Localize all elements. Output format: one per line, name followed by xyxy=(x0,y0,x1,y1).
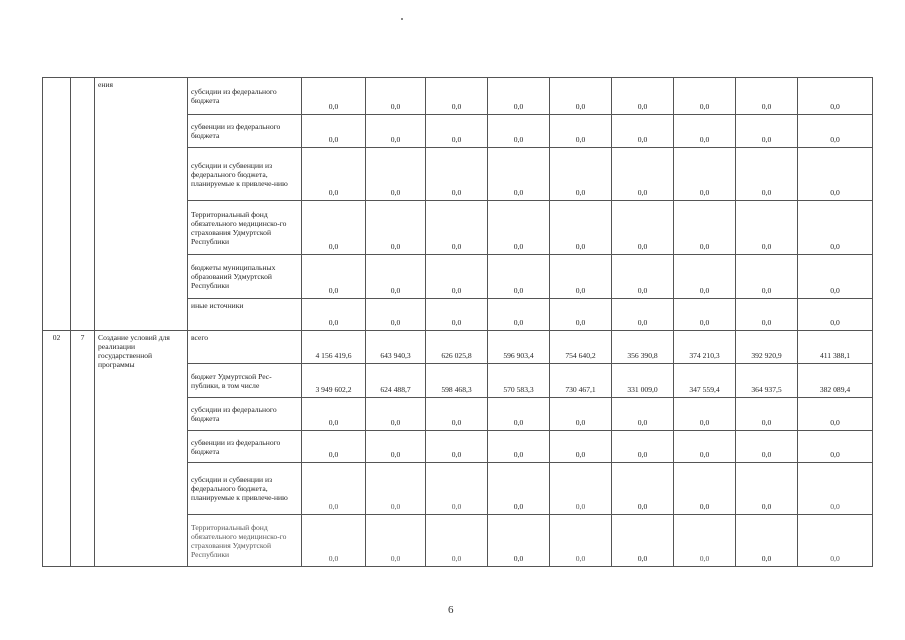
number-cell: 7 xyxy=(71,331,95,567)
value-cell: 0,0 xyxy=(798,431,873,463)
value-cell: 0,0 xyxy=(302,148,366,201)
value-cell: 0,0 xyxy=(550,299,612,331)
value-cell: 643 940,3 xyxy=(366,331,426,364)
value-cell: 0,0 xyxy=(426,398,488,431)
value-cell: 0,0 xyxy=(798,78,873,115)
value-cell: 0,0 xyxy=(302,431,366,463)
value-cell: 0,0 xyxy=(302,78,366,115)
value-cell: 4 156 419,6 xyxy=(302,331,366,364)
value-cell: 0,0 xyxy=(736,148,798,201)
funding-source: бюджет Удмуртской Рес-публики, в том числе xyxy=(188,364,302,398)
budget-table xyxy=(42,77,873,567)
funding-source: субсидии и субвенции из федерального бюджета, планируемые к привлече-нию xyxy=(188,463,302,515)
value-cell: 0,0 xyxy=(674,431,736,463)
value-cell: 570 583,3 xyxy=(488,364,550,398)
value-cell: 0,0 xyxy=(736,431,798,463)
value-cell: 3 949 602,2 xyxy=(302,364,366,398)
value-cell: 626 025,8 xyxy=(426,331,488,364)
value-cell: 0,0 xyxy=(674,463,736,515)
value-cell: 0,0 xyxy=(426,255,488,299)
value-cell: 0,0 xyxy=(674,398,736,431)
funding-source: субвенции из федерального бюджета xyxy=(188,115,302,148)
value-cell: 0,0 xyxy=(798,148,873,201)
value-cell: 0,0 xyxy=(612,115,674,148)
value-cell: 0,0 xyxy=(366,201,426,255)
value-cell: 0,0 xyxy=(426,299,488,331)
page-number: 6 xyxy=(448,604,454,616)
value-cell: 382 089,4 xyxy=(798,364,873,398)
value-cell: 0,0 xyxy=(736,398,798,431)
value-cell: 0,0 xyxy=(426,515,488,567)
value-cell: 0,0 xyxy=(302,463,366,515)
value-cell: 0,0 xyxy=(674,515,736,567)
code-cell xyxy=(43,78,71,331)
value-cell: 0,0 xyxy=(550,431,612,463)
funding-source: Территориальный фонд обязательного медицинско-го страхования Удмуртской Республики xyxy=(188,201,302,255)
value-cell: 364 937,5 xyxy=(736,364,798,398)
value-cell: 0,0 xyxy=(798,299,873,331)
funding-source: субсидии и субвенции из федерального бюджета, планируемые к привлече-нию xyxy=(188,148,302,201)
value-cell: 0,0 xyxy=(612,431,674,463)
value-cell: 0,0 xyxy=(302,398,366,431)
value-cell: 0,0 xyxy=(798,255,873,299)
value-cell: 596 903,4 xyxy=(488,331,550,364)
value-cell: 0,0 xyxy=(488,78,550,115)
value-cell: 0,0 xyxy=(366,299,426,331)
value-cell: 0,0 xyxy=(798,115,873,148)
value-cell: 0,0 xyxy=(674,299,736,331)
value-cell: 0,0 xyxy=(426,463,488,515)
scan-speck xyxy=(401,18,403,20)
value-cell: 0,0 xyxy=(798,201,873,255)
value-cell: 0,0 xyxy=(426,431,488,463)
value-cell: 0,0 xyxy=(488,148,550,201)
value-cell: 0,0 xyxy=(736,515,798,567)
value-cell: 0,0 xyxy=(798,515,873,567)
value-cell: 0,0 xyxy=(426,78,488,115)
value-cell: 392 920,9 xyxy=(736,331,798,364)
value-cell: 411 388,1 xyxy=(798,331,873,364)
funding-source: субвенции из федерального бюджета xyxy=(188,431,302,463)
value-cell: 0,0 xyxy=(550,398,612,431)
value-cell: 331 009,0 xyxy=(612,364,674,398)
value-cell: 0,0 xyxy=(674,78,736,115)
value-cell: 0,0 xyxy=(736,299,798,331)
table-row xyxy=(43,331,873,364)
value-cell: 0,0 xyxy=(426,201,488,255)
value-cell: 0,0 xyxy=(366,115,426,148)
value-cell: 0,0 xyxy=(366,78,426,115)
value-cell: 0,0 xyxy=(302,299,366,331)
value-cell: 0,0 xyxy=(302,255,366,299)
funding-source: бюджеты муниципальных образований Удмуртской Республики xyxy=(188,255,302,299)
value-cell: 0,0 xyxy=(550,201,612,255)
value-cell: 0,0 xyxy=(366,255,426,299)
value-cell: 0,0 xyxy=(612,201,674,255)
value-cell: 754 640,2 xyxy=(550,331,612,364)
value-cell: 0,0 xyxy=(612,148,674,201)
funding-source: иные источники xyxy=(188,299,302,331)
value-cell: 0,0 xyxy=(302,115,366,148)
value-cell: 0,0 xyxy=(612,515,674,567)
value-cell: 0,0 xyxy=(736,115,798,148)
value-cell: 0,0 xyxy=(488,255,550,299)
value-cell: 0,0 xyxy=(798,398,873,431)
value-cell: 0,0 xyxy=(612,255,674,299)
value-cell: 0,0 xyxy=(366,431,426,463)
value-cell: 374 210,3 xyxy=(674,331,736,364)
value-cell: 0,0 xyxy=(488,463,550,515)
value-cell: 0,0 xyxy=(612,299,674,331)
value-cell: 730 467,1 xyxy=(550,364,612,398)
value-cell: 0,0 xyxy=(550,515,612,567)
program-name-cell: ения xyxy=(95,78,188,331)
value-cell: 0,0 xyxy=(550,115,612,148)
value-cell: 0,0 xyxy=(736,255,798,299)
value-cell: 0,0 xyxy=(674,255,736,299)
funding-source: субсидии из федерального бюджета xyxy=(188,78,302,115)
program-name-cell: Создание условий для реализации государственной программы xyxy=(95,331,188,567)
value-cell: 0,0 xyxy=(488,299,550,331)
value-cell: 0,0 xyxy=(736,78,798,115)
funding-source: всего xyxy=(188,331,302,364)
value-cell: 0,0 xyxy=(488,201,550,255)
value-cell: 0,0 xyxy=(366,463,426,515)
value-cell: 0,0 xyxy=(302,515,366,567)
value-cell: 0,0 xyxy=(674,115,736,148)
value-cell: 0,0 xyxy=(426,148,488,201)
number-cell xyxy=(71,78,95,331)
value-cell: 0,0 xyxy=(302,201,366,255)
funding-source: Территориальный фонд обязательного медицинско-го страхования Удмуртской Республики xyxy=(188,515,302,567)
value-cell: 0,0 xyxy=(426,115,488,148)
value-cell: 0,0 xyxy=(612,463,674,515)
value-cell: 0,0 xyxy=(488,431,550,463)
value-cell: 347 559,4 xyxy=(674,364,736,398)
value-cell: 0,0 xyxy=(550,78,612,115)
table-row xyxy=(43,78,873,115)
value-cell: 598 468,3 xyxy=(426,364,488,398)
value-cell: 0,0 xyxy=(612,78,674,115)
value-cell: 0,0 xyxy=(366,398,426,431)
value-cell: 0,0 xyxy=(488,515,550,567)
value-cell: 0,0 xyxy=(366,148,426,201)
funding-source: субсидии из федерального бюджета xyxy=(188,398,302,431)
value-cell: 0,0 xyxy=(550,463,612,515)
value-cell: 0,0 xyxy=(488,115,550,148)
value-cell: 0,0 xyxy=(736,201,798,255)
value-cell: 0,0 xyxy=(798,463,873,515)
value-cell: 0,0 xyxy=(612,398,674,431)
value-cell: 0,0 xyxy=(550,148,612,201)
code-cell: 02 xyxy=(43,331,71,567)
value-cell: 0,0 xyxy=(488,398,550,431)
value-cell: 356 390,8 xyxy=(612,331,674,364)
value-cell: 0,0 xyxy=(736,463,798,515)
value-cell: 0,0 xyxy=(674,148,736,201)
value-cell: 0,0 xyxy=(366,515,426,567)
value-cell: 0,0 xyxy=(674,201,736,255)
value-cell: 0,0 xyxy=(550,255,612,299)
value-cell: 624 488,7 xyxy=(366,364,426,398)
